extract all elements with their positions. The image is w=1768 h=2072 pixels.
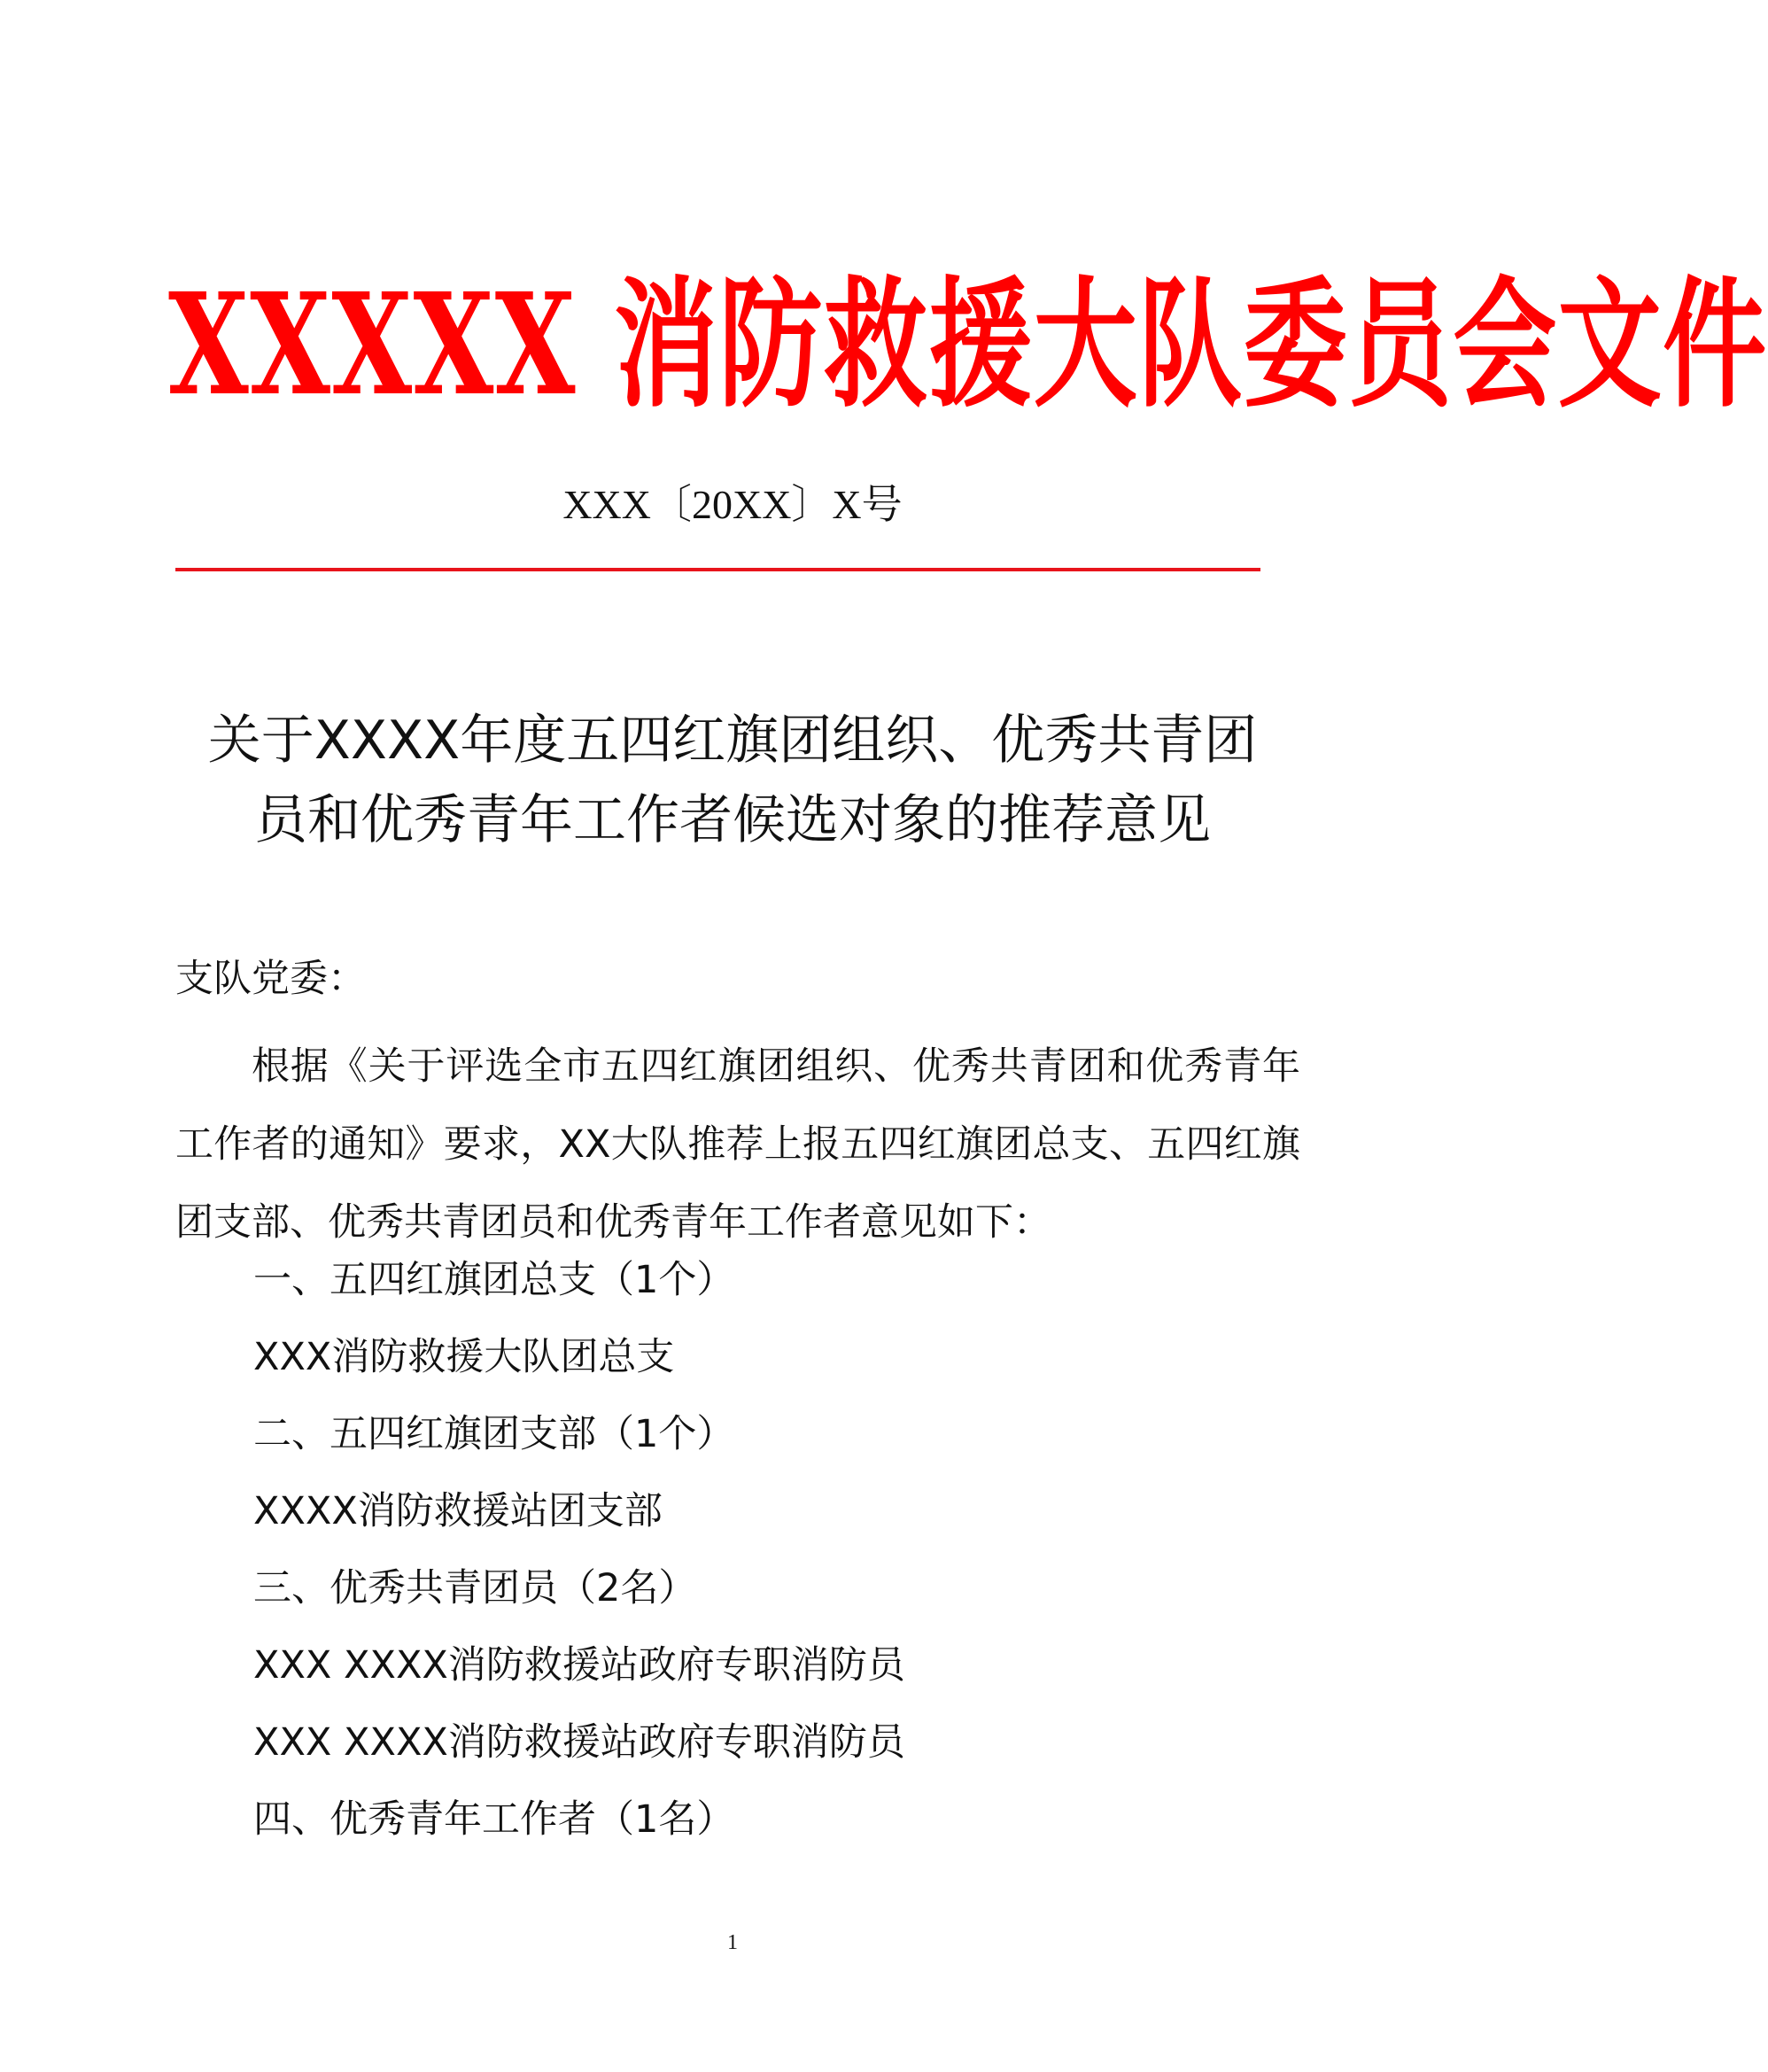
document-number: XXX〔20XX〕X号 [562,482,903,527]
section-item-2-1: XXXX消防救援站团支部 [253,1489,663,1533]
red-divider-line [175,568,1260,571]
section-item-1-1: XXX消防救援大队团总支 [253,1335,675,1379]
document-title-line-2: 员和优秀青年工作者候选对象的推荐意见 [254,789,1211,851]
section-item-3-1: XXX XXXX消防救援站政府专职消防员 [253,1643,905,1688]
section-item-3-2: XXX XXXX消防救援站政府专职消防员 [253,1720,905,1765]
document-title-line-1: 关于XXXX年度五四红旗团组织、优秀共青团 [207,710,1258,772]
org-header-title: XXXXX 消防救援大队委员会文件 [168,263,1768,427]
section-heading-4: 四、优秀青年工作者（1名） [253,1797,735,1842]
section-heading-3: 三、优秀共青团员（2名） [253,1566,697,1610]
salutation: 支队党委： [175,957,366,1001]
page-number: 1 [727,1931,738,1954]
section-heading-1: 一、五四红旗团总支（1个） [253,1258,735,1302]
intro-paragraph: 根据《关于评选全市五四红旗团组织、优秀共青团和优秀青年工作者的通知》要求，XX大队推荐上报五四红旗团总支、五四红旗团支部、优秀共青团员和优秀青年工作者意见如下： [175,1044,1300,1245]
section-heading-2: 二、五四红旗团支部（1个） [253,1412,735,1456]
